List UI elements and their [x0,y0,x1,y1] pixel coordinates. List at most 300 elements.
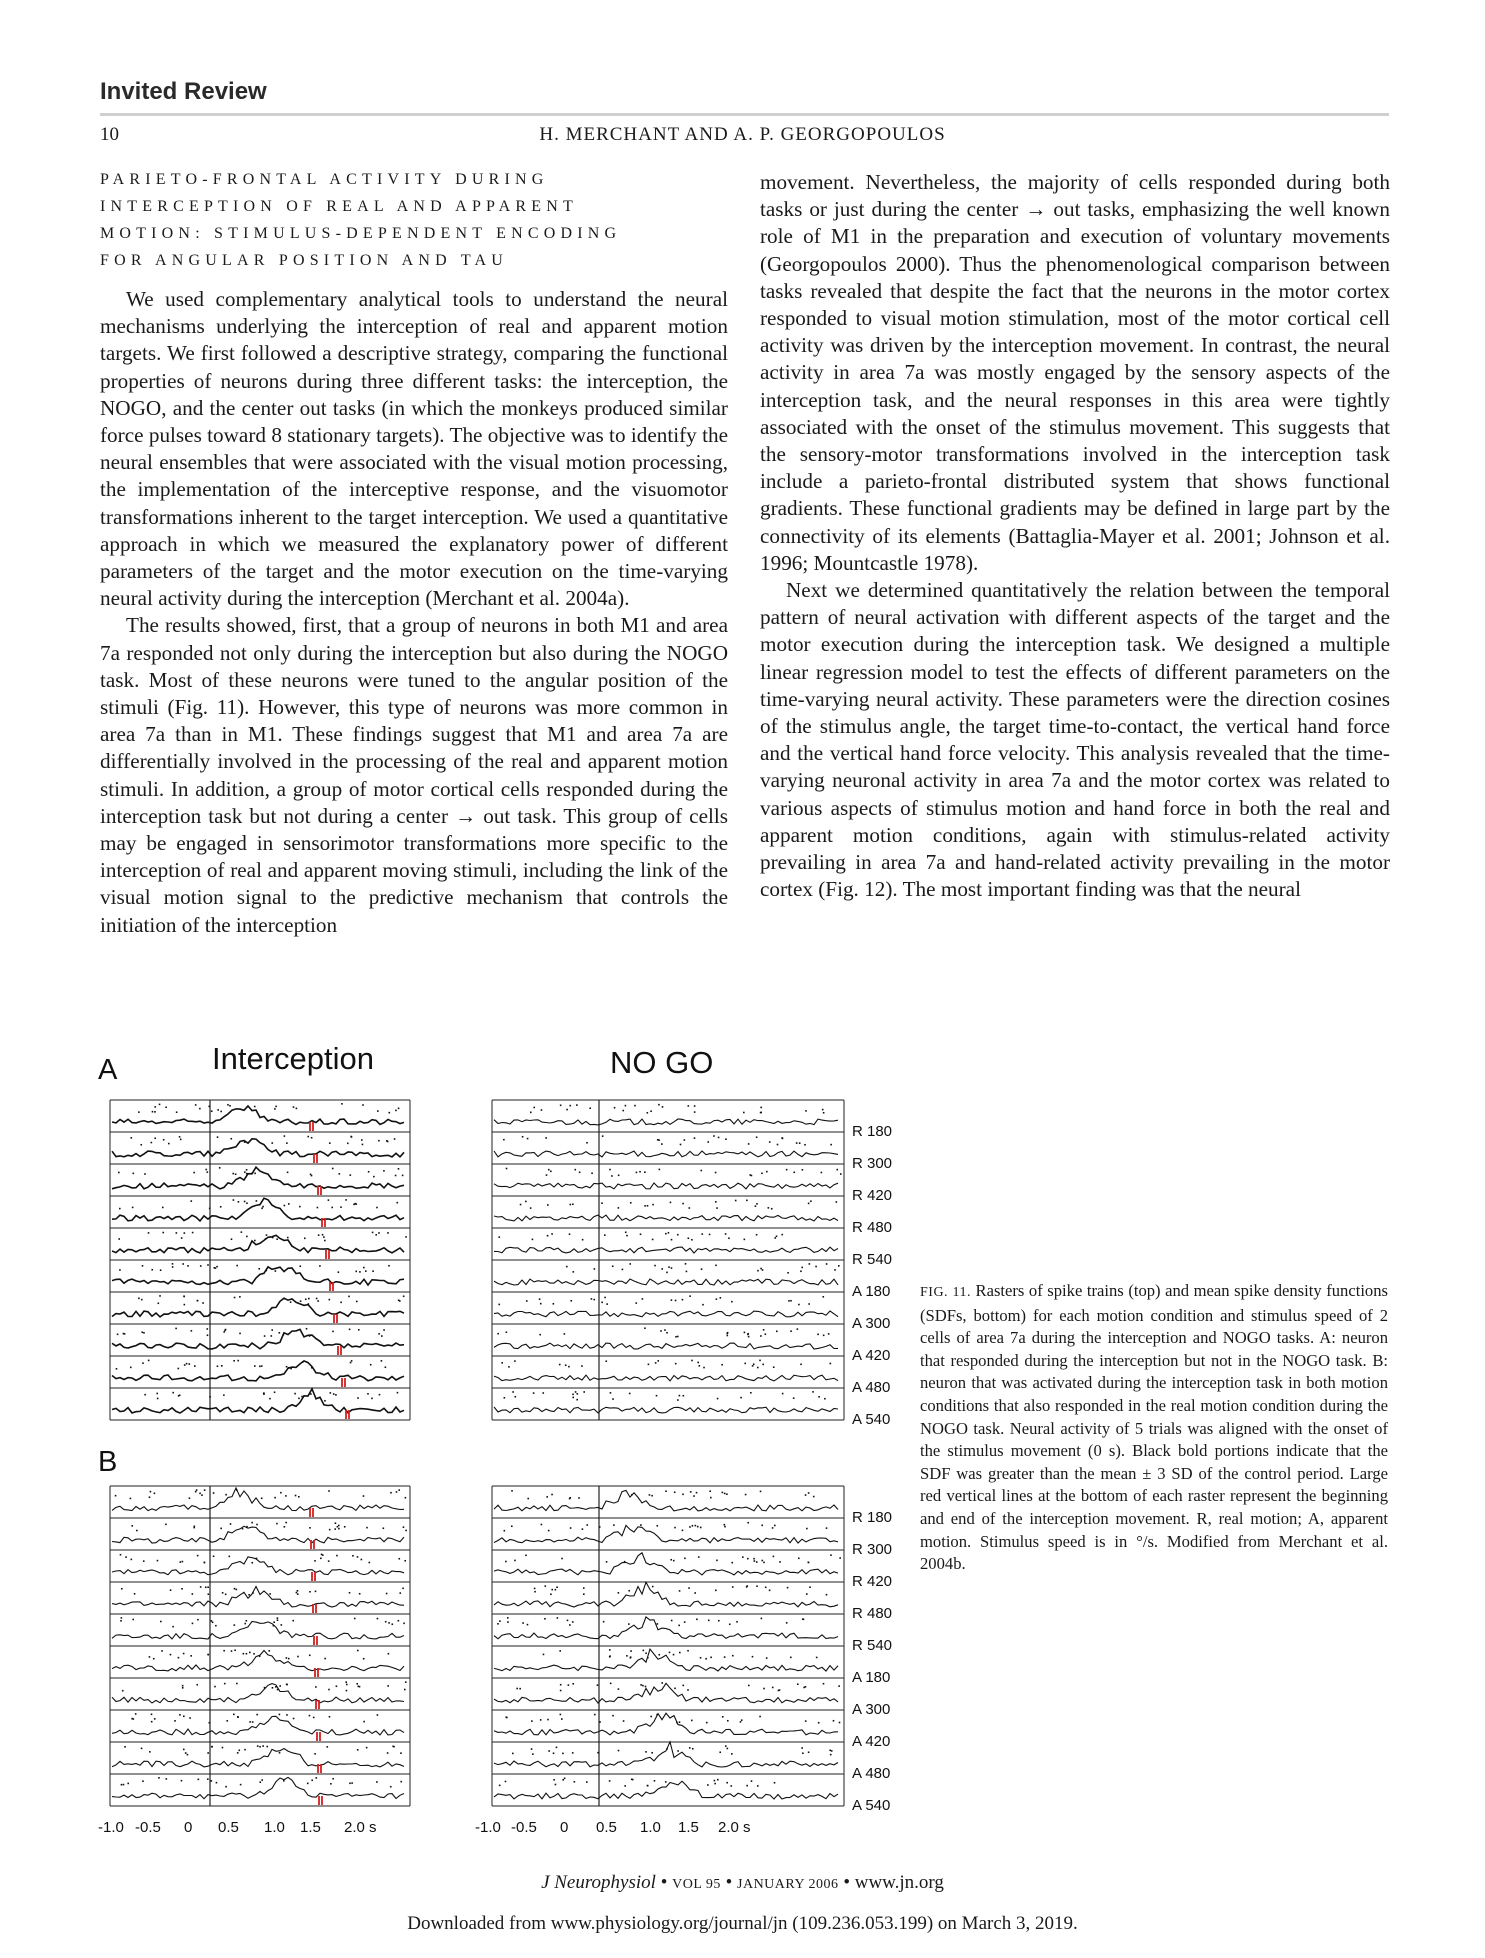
spike-dot [157,1560,159,1562]
spike-dot [725,1745,727,1747]
spike-dot [762,1364,764,1366]
spike-dot [562,1779,564,1781]
spike-dot [192,1623,194,1625]
spike-dot [160,1269,162,1271]
spike-dot [185,1752,187,1754]
spike-dot [501,1362,503,1364]
spike-dot [740,1397,742,1399]
spike-dot [566,1109,568,1111]
spike-dot [696,1618,698,1620]
spike-dot [514,1560,516,1562]
spike-dot [604,1297,606,1299]
spike-dot [777,1144,779,1146]
spike-dot [362,1144,364,1146]
spike-dot [700,1657,702,1659]
sdf-trace [494,1553,838,1575]
spike-dot [246,1236,248,1238]
sdf-trace [494,1490,838,1511]
spike-dot [220,1111,222,1113]
condition-label: A 540 [852,1411,891,1428]
spike-dot [345,1199,347,1201]
spike-dot [387,1232,389,1234]
spike-dot [363,1658,365,1660]
spike-dot [671,1267,673,1269]
spike-dot [378,1333,380,1335]
spike-dot [568,1366,570,1368]
spike-dot [256,1524,258,1526]
spike-dot [553,1303,555,1305]
spike-dot [132,1207,134,1209]
spike-dot [743,1112,745,1114]
spike-dot [717,1779,719,1781]
spike-dot [818,1396,820,1398]
spike-dot [309,1715,311,1717]
spike-dot [682,1530,684,1532]
spike-dot [689,1747,691,1749]
spike-dot [497,1333,499,1335]
spike-dot [744,1332,746,1334]
spike-dot [277,1619,279,1621]
spike-dot [622,1110,624,1112]
spike-dot [390,1786,392,1788]
spike-dot [677,1336,679,1338]
spike-dot [307,1136,309,1138]
spike-dot [332,1778,334,1780]
spike-dot [351,1136,353,1138]
spike-dot [671,1299,673,1301]
spike-dot [154,1718,156,1720]
sdf-trace [494,1151,838,1157]
spike-dot [328,1490,330,1492]
spike-dot [532,1753,534,1755]
left-column [100,166,728,939]
spike-dot [808,1303,810,1305]
spike-dot [625,1231,627,1233]
spike-dot [623,1720,625,1722]
spike-dot [630,1656,632,1658]
spike-dot [234,1588,236,1590]
spike-dot [816,1657,818,1659]
sdf-trace [494,1247,838,1253]
spike-dot [797,1683,799,1685]
sdf-trace [112,1557,404,1575]
spike-dot [731,1753,733,1755]
paragraph: movement. Nevertheless, the majority of cells responded during both tasks or just during the center → out tasks, emphasizing the well known role of M1 in the preparation and execution of voluntary movements (Georgopoulos 2000). Thus the phenomenological comparison between tasks revealed that despite the fact that the neurons in the motor cortex responded to visual motion stimulation, most of the motor cortical cell activity was driven by the interception movement. In contrast, the neural activity in area 7a was mostly engaged by the sensory aspects of the interception task, and the neural responses in this area were tightly associated with the onset of the stimulus movement. This suggests that the sensory-motor transformations involved in the interception task include a parieto-frontal distributed system that shows functional gradients. These functional gradients may be defined in large part by the connectivity of its elements (Battaglia-Mayer et al. 2001; Johnson et al. 1996; Mountcastle 1978). [760,170,1390,575]
spike-dot [181,1780,183,1782]
spike-dot [332,1331,334,1333]
spike-dot [690,1491,692,1493]
spike-dot [697,1526,699,1528]
spike-dot [341,1103,343,1105]
spike-dot [269,1398,271,1400]
spike-dot [256,1714,258,1716]
panel-b-nogo [492,1486,844,1806]
spike-dot [830,1554,832,1556]
spike-dot [688,1105,690,1107]
spike-dot [130,1498,132,1500]
spike-dot [240,1784,242,1786]
spike-dot [561,1718,563,1720]
condition-label: A 180 [852,1283,891,1300]
spike-dot [567,1620,569,1622]
spike-dot [353,1204,355,1206]
spike-dot [304,1238,306,1240]
spike-dot [152,1111,154,1113]
spike-dot [570,1204,572,1206]
spike-dot [675,1363,677,1365]
condition-label: R 180 [852,1509,893,1526]
spike-dot [610,1683,612,1685]
spike-dot [776,1235,778,1237]
spike-dot [317,1300,319,1302]
spike-dot [383,1329,385,1331]
spike-dot [753,1558,755,1560]
condition-label: R 420 [852,1187,893,1204]
spike-dot [763,1688,765,1690]
sdf-trace [494,1617,838,1639]
spike-dot [774,1782,776,1784]
spike-dot [132,1619,134,1621]
spike-dot [237,1716,239,1718]
spike-dot [309,1527,311,1529]
spike-dot [716,1298,718,1300]
spike-dot [691,1239,693,1241]
spike-dot [579,1171,581,1173]
spike-dot [204,1489,206,1491]
spike-dot [762,1269,764,1271]
spike-dot [178,1395,180,1397]
condition-label: R 480 [852,1219,893,1236]
spike-dot [756,1561,758,1563]
spike-dot [551,1233,553,1235]
spike-dot [542,1392,544,1394]
spike-dot [124,1746,126,1748]
spike-dot [665,1781,667,1783]
spike-dot [402,1175,404,1177]
spike-dot [604,1234,606,1236]
spike-dot [160,1621,162,1623]
spike-dot [765,1586,767,1588]
spike-dot [178,1657,180,1659]
spike-dot [628,1590,630,1592]
spike-dot [701,1268,703,1270]
spike-dot [119,1208,121,1210]
spike-dot [315,1591,317,1593]
spike-dot [593,1299,595,1301]
spike-dot [609,1649,611,1651]
spike-dot [284,1135,286,1137]
sdf-trace [112,1198,404,1221]
spike-dot [727,1748,729,1750]
spike-dot [751,1780,753,1782]
spike-dot [645,1686,647,1688]
spike-dot [320,1558,322,1560]
spike-dot [337,1526,339,1528]
spike-dot [253,1653,255,1655]
spike-dot [350,1174,352,1176]
spike-dot [823,1335,825,1337]
spike-dot [685,1263,687,1265]
spike-dot [821,1172,823,1174]
spike-dot [310,1393,312,1395]
x-tick-label: 1.0 [264,1819,285,1836]
spike-dot [335,1394,337,1396]
spike-dot [338,1525,340,1527]
spike-dot [644,1171,646,1173]
spike-dot [238,1749,240,1751]
spike-dot [578,1497,580,1499]
spike-dot [176,1232,178,1234]
spike-dot [183,1296,185,1298]
spike-dot [178,1368,180,1370]
spike-dot [761,1618,763,1620]
spike-dot [387,1141,389,1143]
spike-dot [314,1560,316,1562]
spike-dot [781,1234,783,1236]
x-tick-label: -0.5 [511,1819,537,1836]
spike-dot [349,1782,351,1784]
spike-dot [286,1684,288,1686]
spike-dot [229,1105,231,1107]
spike-dot [708,1620,710,1622]
spike-dot [655,1362,657,1364]
spike-dot [559,1364,561,1366]
spike-dot [773,1556,775,1558]
spike-dot [207,1264,209,1266]
footer-journal-line: J Neurophysiol • VOL 95 • JANUARY 2006 • www.jn.org [541,1872,944,1893]
spike-dot [357,1650,359,1652]
sdf-trace [112,1488,404,1511]
spike-dot [560,1690,562,1692]
spike-dot [120,1620,122,1622]
spike-dot [399,1592,401,1594]
spike-dot [765,1333,767,1335]
spike-dot [154,1106,156,1108]
spike-dot [141,1299,143,1301]
spike-dot [182,1263,184,1265]
spike-dot [823,1112,825,1114]
raster-panels [110,1100,844,1806]
spike-dot [349,1592,351,1594]
spike-dot [200,1586,202,1588]
spike-dot [254,1106,256,1108]
spike-dot [274,1497,276,1499]
spike-dot [200,1265,202,1267]
spike-dot [275,1106,277,1108]
spike-dot [216,1266,218,1268]
spike-dot [526,1300,528,1302]
spike-dot [746,1586,748,1588]
spike-dot [237,1752,239,1754]
sdf-trace [494,1781,838,1799]
spike-dot [398,1489,400,1491]
spike-dot [618,1750,620,1752]
spike-dot [779,1561,781,1563]
spike-dot [207,1654,209,1656]
spike-dot [694,1105,696,1107]
spike-dot [283,1780,285,1782]
spike-dot [760,1335,762,1337]
spike-dot [541,1524,543,1526]
spike-dot [322,1234,324,1236]
x-tick-label: 0.5 [218,1819,239,1836]
spike-dot [162,1207,164,1209]
spike-dot [813,1496,815,1498]
spike-dot [227,1104,229,1106]
spike-dot [831,1750,833,1752]
spike-dot [684,1557,686,1559]
spike-dot [214,1686,216,1688]
spike-dot [718,1620,720,1622]
spike-dot [121,1617,123,1619]
spike-dot [347,1143,349,1145]
spike-dot [127,1783,129,1785]
spike-dot [499,1785,501,1787]
spike-dot [790,1330,792,1332]
figure-title-nogo: NO GO [610,1046,714,1080]
spike-dot [603,1621,605,1623]
spike-dot [209,1208,211,1210]
spike-dot [400,1781,402,1783]
spike-dot [561,1558,563,1560]
spike-dot [688,1207,690,1209]
spike-dot [787,1587,789,1589]
spike-dot [511,1490,513,1492]
spike-dot [209,1396,211,1398]
spike-dot [266,1234,268,1236]
spike-dot [726,1782,728,1784]
spike-dot [195,1491,197,1493]
spike-dot [192,1232,194,1234]
spike-dot [356,1301,358,1303]
spike-dot [815,1266,817,1268]
spike-dot [722,1716,724,1718]
spike-dot [297,1590,299,1592]
spike-dot [395,1110,397,1112]
section-label: Invited Review [100,78,267,105]
spike-dot [597,1684,599,1686]
spike-dot [828,1333,830,1335]
spike-dot [693,1495,695,1497]
spike-dot [756,1234,758,1236]
spike-dot [829,1750,831,1752]
spike-dot [151,1142,153,1144]
spike-dot [612,1715,614,1717]
spike-dot [174,1720,176,1722]
spike-dot [316,1298,318,1300]
spike-dot [661,1268,663,1270]
spike-dot [525,1201,527,1203]
spike-dot [527,1498,529,1500]
panel-b-interception [110,1486,410,1806]
spike-dot [779,1689,781,1691]
spike-dot [839,1722,841,1724]
spike-dot [684,1139,686,1141]
spike-dot [379,1394,381,1396]
spike-dot [694,1111,696,1113]
spike-dot [143,1560,145,1562]
sdf-trace [112,1389,404,1413]
spike-dot [390,1492,392,1494]
spike-dot [197,1300,199,1302]
spike-dot [756,1136,758,1138]
spike-dot [670,1559,672,1561]
spike-dot [217,1136,219,1138]
panel-a-interception [110,1100,410,1420]
journal-website[interactable]: www.jn.org [854,1872,944,1893]
x-tick-label: 0.5 [596,1819,617,1836]
spike-dot [630,1202,632,1204]
spike-dot [626,1235,628,1237]
spike-dot [351,1782,353,1784]
spike-dot [123,1784,125,1786]
spike-dot [543,1654,545,1656]
spike-dot [184,1304,186,1306]
spike-dot [750,1392,752,1394]
spike-dot [657,1139,659,1141]
spike-dot [166,1778,168,1780]
spike-dot [387,1685,389,1687]
spike-dot [221,1365,223,1367]
spike-dot [533,1392,535,1394]
spike-dot [612,1265,614,1267]
spike-dot [234,1624,236,1626]
spike-dot [769,1590,771,1592]
spike-dot [522,1622,524,1624]
spike-dot [566,1266,568,1268]
x-tick-label: -1.0 [475,1819,501,1836]
condition-label: A 540 [852,1797,891,1814]
spike-dot [833,1720,835,1722]
spike-dot [188,1363,190,1365]
spike-dot [741,1719,743,1721]
spike-dot [244,1171,246,1173]
spike-dot [207,1334,209,1336]
spike-dot [297,1593,299,1595]
spike-dot [746,1785,748,1787]
spike-dot [670,1202,672,1204]
spike-dot [525,1554,527,1556]
spike-dot [630,1650,632,1652]
spike-dot [359,1271,361,1273]
spike-dot [589,1107,591,1109]
spike-dot [645,1751,647,1753]
spike-dot [272,1687,274,1689]
spike-dot [264,1335,266,1337]
spike-dot [609,1169,611,1171]
spike-dot [329,1142,331,1144]
spike-dot [262,1206,264,1208]
spike-dot [609,1780,611,1782]
spike-dot [824,1398,826,1400]
spike-dot [798,1557,800,1559]
spike-dot [759,1716,761,1718]
sdf-trace [494,1343,838,1349]
spike-dot [647,1785,649,1787]
figure-caption [920,1280,1388,1576]
spike-dot [763,1329,765,1331]
spike-dot [361,1559,363,1561]
spike-dot [279,1685,281,1687]
spike-dot [546,1496,548,1498]
spike-dot [652,1239,654,1241]
spike-dot [635,1302,637,1304]
spike-dot [556,1747,558,1749]
spike-dot [220,1206,222,1208]
spike-dot [687,1650,689,1652]
spike-dot [385,1366,387,1368]
spike-dot [377,1714,379,1716]
